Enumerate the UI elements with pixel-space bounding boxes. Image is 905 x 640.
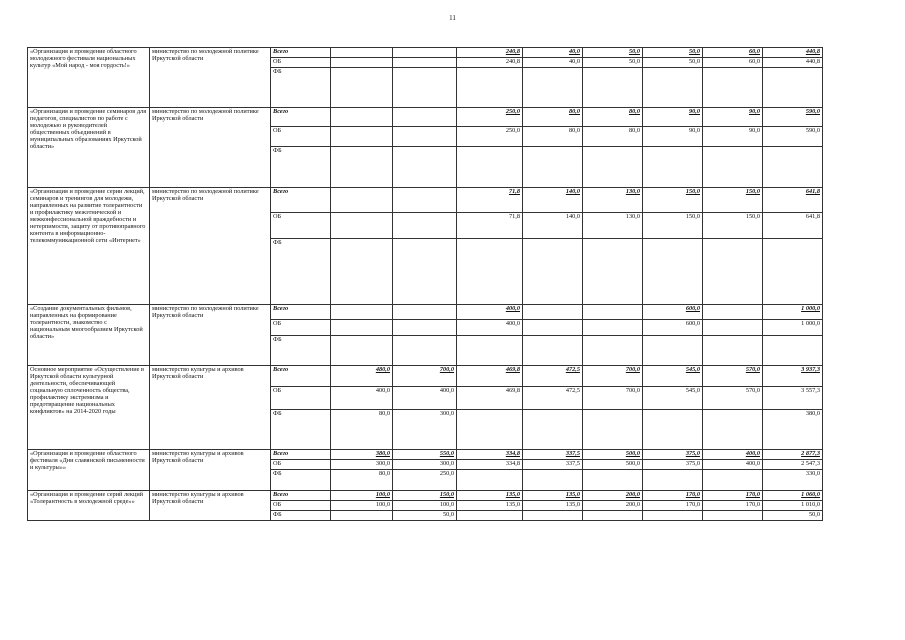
- amount-cell: 40,0: [523, 48, 583, 58]
- amount-cell: 50,0: [643, 48, 703, 58]
- funding-source: ФБ: [271, 239, 331, 305]
- amount-cell: 170,0: [643, 491, 703, 501]
- amount-cell: 90,0: [703, 108, 763, 127]
- amount-cell: 334,8: [457, 450, 523, 460]
- funding-source: ФБ: [271, 336, 331, 366]
- amount-cell: [523, 320, 583, 336]
- amount-cell: 170,0: [703, 501, 763, 511]
- amount-cell: 480,0: [331, 366, 393, 387]
- table-row: [28, 305, 823, 320]
- funding-source: ФБ: [271, 147, 331, 188]
- amount-cell: 400,0: [703, 460, 763, 470]
- total-cell: [763, 239, 823, 305]
- amount-cell: 90,0: [643, 127, 703, 147]
- funding-source: ФБ: [271, 470, 331, 491]
- amount-cell: [331, 320, 393, 336]
- amount-cell: [703, 470, 763, 491]
- amount-cell: [523, 305, 583, 320]
- amount-cell: 250,0: [457, 127, 523, 147]
- amount-cell: 250,0: [457, 108, 523, 127]
- amount-cell: 337,5: [523, 450, 583, 460]
- total-cell: 440,8: [763, 58, 823, 68]
- amount-cell: 135,0: [457, 491, 523, 501]
- amount-cell: [457, 470, 523, 491]
- total-cell: 2 877,3: [763, 450, 823, 460]
- amount-cell: [583, 147, 643, 188]
- responsible-executor: министерство по молодежной политике Иркутской области: [150, 48, 271, 108]
- amount-cell: [523, 147, 583, 188]
- responsible-executor: министерство культуры и архивов Иркутской области: [150, 491, 271, 521]
- amount-cell: [583, 239, 643, 305]
- table-row: [28, 450, 823, 460]
- funding-source: Всего: [271, 366, 331, 387]
- amount-cell: 240,8: [457, 58, 523, 68]
- amount-cell: [703, 410, 763, 450]
- amount-cell: 50,0: [643, 58, 703, 68]
- amount-cell: 300,0: [331, 460, 393, 470]
- amount-cell: 71,8: [457, 213, 523, 239]
- funding-source: ОБ: [271, 58, 331, 68]
- amount-cell: [523, 336, 583, 366]
- amount-cell: 80,0: [331, 410, 393, 450]
- amount-cell: 170,0: [703, 491, 763, 501]
- responsible-executor: министерство по молодежной политике Иркутской области: [150, 108, 271, 188]
- amount-cell: [457, 511, 523, 521]
- table-row: [28, 108, 823, 127]
- amount-cell: [457, 410, 523, 450]
- funding-source: ОБ: [271, 320, 331, 336]
- amount-cell: 469,8: [457, 366, 523, 387]
- amount-cell: 150,0: [393, 491, 457, 501]
- amount-cell: [393, 336, 457, 366]
- page-number: 11: [449, 14, 456, 22]
- amount-cell: 380,0: [331, 450, 393, 460]
- amount-cell: 300,0: [393, 460, 457, 470]
- funding-source: ОБ: [271, 387, 331, 410]
- amount-cell: 600,0: [643, 320, 703, 336]
- total-cell: 3 557,3: [763, 387, 823, 410]
- amount-cell: 550,0: [393, 450, 457, 460]
- funding-source: Всего: [271, 305, 331, 320]
- amount-cell: 90,0: [703, 127, 763, 147]
- amount-cell: 400,0: [457, 320, 523, 336]
- amount-cell: 700,0: [583, 387, 643, 410]
- amount-cell: [457, 147, 523, 188]
- activity-name: «Организация и проведение серий лекций «Толерантность в молодежной среде»»: [28, 491, 150, 521]
- responsible-executor: министерство по молодежной политике Иркутской области: [150, 305, 271, 366]
- total-cell: 590,0: [763, 127, 823, 147]
- amount-cell: 71,8: [457, 188, 523, 213]
- activity-name: «Создание документальных фильмов, направленных на формирование толерантности, знакомство с национальным многообразием Иркутской области»: [28, 305, 150, 366]
- amount-cell: [523, 68, 583, 108]
- amount-cell: 80,0: [523, 108, 583, 127]
- amount-cell: 334,8: [457, 460, 523, 470]
- funding-source: ОБ: [271, 213, 331, 239]
- amount-cell: 375,0: [643, 450, 703, 460]
- amount-cell: [523, 410, 583, 450]
- amount-cell: [583, 336, 643, 366]
- funding-source: Всего: [271, 108, 331, 127]
- amount-cell: 100,0: [331, 501, 393, 511]
- amount-cell: 170,0: [643, 501, 703, 511]
- amount-cell: [393, 147, 457, 188]
- total-cell: 330,0: [763, 470, 823, 491]
- funding-source: Всего: [271, 450, 331, 460]
- funding-source: ФБ: [271, 410, 331, 450]
- budget-table: [27, 47, 823, 521]
- amount-cell: 80,0: [523, 127, 583, 147]
- total-cell: 50,0: [763, 511, 823, 521]
- amount-cell: [583, 410, 643, 450]
- total-cell: 1 000,0: [763, 320, 823, 336]
- funding-source: Всего: [271, 491, 331, 501]
- amount-cell: [523, 239, 583, 305]
- amount-cell: [331, 511, 393, 521]
- amount-cell: [393, 108, 457, 127]
- funding-source: ФБ: [271, 68, 331, 108]
- total-cell: 1 000,0: [763, 305, 823, 320]
- amount-cell: 90,0: [643, 108, 703, 127]
- amount-cell: [393, 68, 457, 108]
- table-row: [28, 366, 823, 387]
- amount-cell: 135,0: [457, 501, 523, 511]
- amount-cell: 135,0: [523, 491, 583, 501]
- amount-cell: [583, 511, 643, 521]
- amount-cell: [393, 58, 457, 68]
- responsible-executor: министерство по молодежной политике Иркутской области: [150, 188, 271, 305]
- table-row: [28, 491, 823, 501]
- amount-cell: 500,0: [583, 460, 643, 470]
- funding-source: Всего: [271, 48, 331, 58]
- amount-cell: [703, 68, 763, 108]
- amount-cell: 130,0: [583, 213, 643, 239]
- amount-cell: 545,0: [643, 387, 703, 410]
- amount-cell: [457, 336, 523, 366]
- amount-cell: [331, 213, 393, 239]
- activity-name: «Организация и проведение областного фестиваля «Дни славянской письменности и культуры»»: [28, 450, 150, 491]
- amount-cell: 150,0: [643, 213, 703, 239]
- amount-cell: 500,0: [583, 450, 643, 460]
- amount-cell: 545,0: [643, 366, 703, 387]
- amount-cell: [643, 147, 703, 188]
- total-cell: 641,8: [763, 188, 823, 213]
- amount-cell: [457, 68, 523, 108]
- amount-cell: [393, 127, 457, 147]
- amount-cell: [331, 239, 393, 305]
- amount-cell: 240,8: [457, 48, 523, 58]
- amount-cell: 50,0: [393, 511, 457, 521]
- amount-cell: [393, 239, 457, 305]
- amount-cell: 472,5: [523, 387, 583, 410]
- amount-cell: [703, 320, 763, 336]
- total-cell: 1 010,0: [763, 501, 823, 511]
- amount-cell: 400,0: [331, 387, 393, 410]
- amount-cell: 570,0: [703, 366, 763, 387]
- total-cell: 440,8: [763, 48, 823, 58]
- amount-cell: [643, 470, 703, 491]
- amount-cell: [583, 470, 643, 491]
- funding-source: ОБ: [271, 460, 331, 470]
- amount-cell: 60,0: [703, 48, 763, 58]
- table-row: [28, 188, 823, 213]
- total-cell: 3 937,3: [763, 366, 823, 387]
- amount-cell: 135,0: [523, 501, 583, 511]
- amount-cell: 100,0: [393, 501, 457, 511]
- amount-cell: 700,0: [393, 366, 457, 387]
- total-cell: 641,8: [763, 213, 823, 239]
- amount-cell: 700,0: [583, 366, 643, 387]
- amount-cell: 50,0: [583, 58, 643, 68]
- amount-cell: [331, 48, 393, 58]
- funding-source: ОБ: [271, 501, 331, 511]
- amount-cell: [331, 305, 393, 320]
- amount-cell: [331, 108, 393, 127]
- responsible-executor: министерство культуры и архивов Иркутской области: [150, 366, 271, 450]
- amount-cell: 150,0: [643, 188, 703, 213]
- amount-cell: 150,0: [703, 188, 763, 213]
- activity-name: Основное мероприятие «Осуществление в Иркутской области культурной деятельности, обеспечивающей социальную сплоченность общества, профилактику экстремизма и предотвращение национальных конфликтов» на 2014-2020 годы: [28, 366, 150, 450]
- activity-name: «Организация и проведение серии лекций, семинаров и тренингов для молодежи, направленных на развитие толерантности и профилактику межэтнической и межконфессиональной враждебности и нетерпимости, защиту от противоправного контента в информационно-телекоммуникационной сети «Интернет»: [28, 188, 150, 305]
- amount-cell: [393, 320, 457, 336]
- amount-cell: [703, 511, 763, 521]
- amount-cell: 100,0: [331, 491, 393, 501]
- amount-cell: [331, 58, 393, 68]
- amount-cell: 80,0: [583, 127, 643, 147]
- amount-cell: 60,0: [703, 58, 763, 68]
- amount-cell: [393, 188, 457, 213]
- total-cell: 1 060,0: [763, 491, 823, 501]
- amount-cell: 400,0: [393, 387, 457, 410]
- amount-cell: 200,0: [583, 501, 643, 511]
- amount-cell: 140,0: [523, 188, 583, 213]
- amount-cell: 570,0: [703, 387, 763, 410]
- amount-cell: [457, 239, 523, 305]
- amount-cell: 400,0: [457, 305, 523, 320]
- amount-cell: [331, 188, 393, 213]
- total-cell: [763, 68, 823, 108]
- amount-cell: [703, 305, 763, 320]
- amount-cell: [643, 410, 703, 450]
- amount-cell: [393, 48, 457, 58]
- responsible-executor: министерство культуры и архивов Иркутской области: [150, 450, 271, 491]
- amount-cell: 130,0: [583, 188, 643, 213]
- amount-cell: [583, 305, 643, 320]
- amount-cell: [523, 511, 583, 521]
- amount-cell: 80,0: [331, 470, 393, 491]
- total-cell: [763, 336, 823, 366]
- amount-cell: [703, 239, 763, 305]
- amount-cell: 250,0: [393, 470, 457, 491]
- amount-cell: [583, 320, 643, 336]
- total-cell: 380,0: [763, 410, 823, 450]
- funding-source: ФБ: [271, 511, 331, 521]
- amount-cell: 400,0: [703, 450, 763, 460]
- amount-cell: 300,0: [393, 410, 457, 450]
- amount-cell: 40,0: [523, 58, 583, 68]
- amount-cell: [643, 511, 703, 521]
- amount-cell: 150,0: [703, 213, 763, 239]
- amount-cell: [523, 470, 583, 491]
- amount-cell: [393, 213, 457, 239]
- amount-cell: [703, 147, 763, 188]
- amount-cell: [643, 239, 703, 305]
- amount-cell: [393, 305, 457, 320]
- amount-cell: 472,5: [523, 366, 583, 387]
- amount-cell: [643, 68, 703, 108]
- amount-cell: [331, 147, 393, 188]
- total-cell: 2 547,3: [763, 460, 823, 470]
- amount-cell: 140,0: [523, 213, 583, 239]
- activity-name: «Организация и проведение областного молодежного фестиваля национальных культур «Мой народ - моя гордость!»: [28, 48, 150, 108]
- funding-source: Всего: [271, 188, 331, 213]
- amount-cell: 469,8: [457, 387, 523, 410]
- amount-cell: [703, 336, 763, 366]
- funding-source: ОБ: [271, 127, 331, 147]
- amount-cell: [643, 336, 703, 366]
- amount-cell: [583, 68, 643, 108]
- activity-name: «Организация и проведение семинаров для педагогов, специалистов по работе с молодежью и руководителей общественных объединений в муниципальных образованиях Иркутской области»: [28, 108, 150, 188]
- total-cell: [763, 147, 823, 188]
- amount-cell: 50,0: [583, 48, 643, 58]
- amount-cell: 80,0: [583, 108, 643, 127]
- amount-cell: 600,0: [643, 305, 703, 320]
- amount-cell: 375,0: [643, 460, 703, 470]
- amount-cell: 200,0: [583, 491, 643, 501]
- table-row: [28, 48, 823, 58]
- amount-cell: [331, 68, 393, 108]
- amount-cell: [331, 127, 393, 147]
- amount-cell: 337,5: [523, 460, 583, 470]
- amount-cell: [331, 336, 393, 366]
- total-cell: 590,0: [763, 108, 823, 127]
